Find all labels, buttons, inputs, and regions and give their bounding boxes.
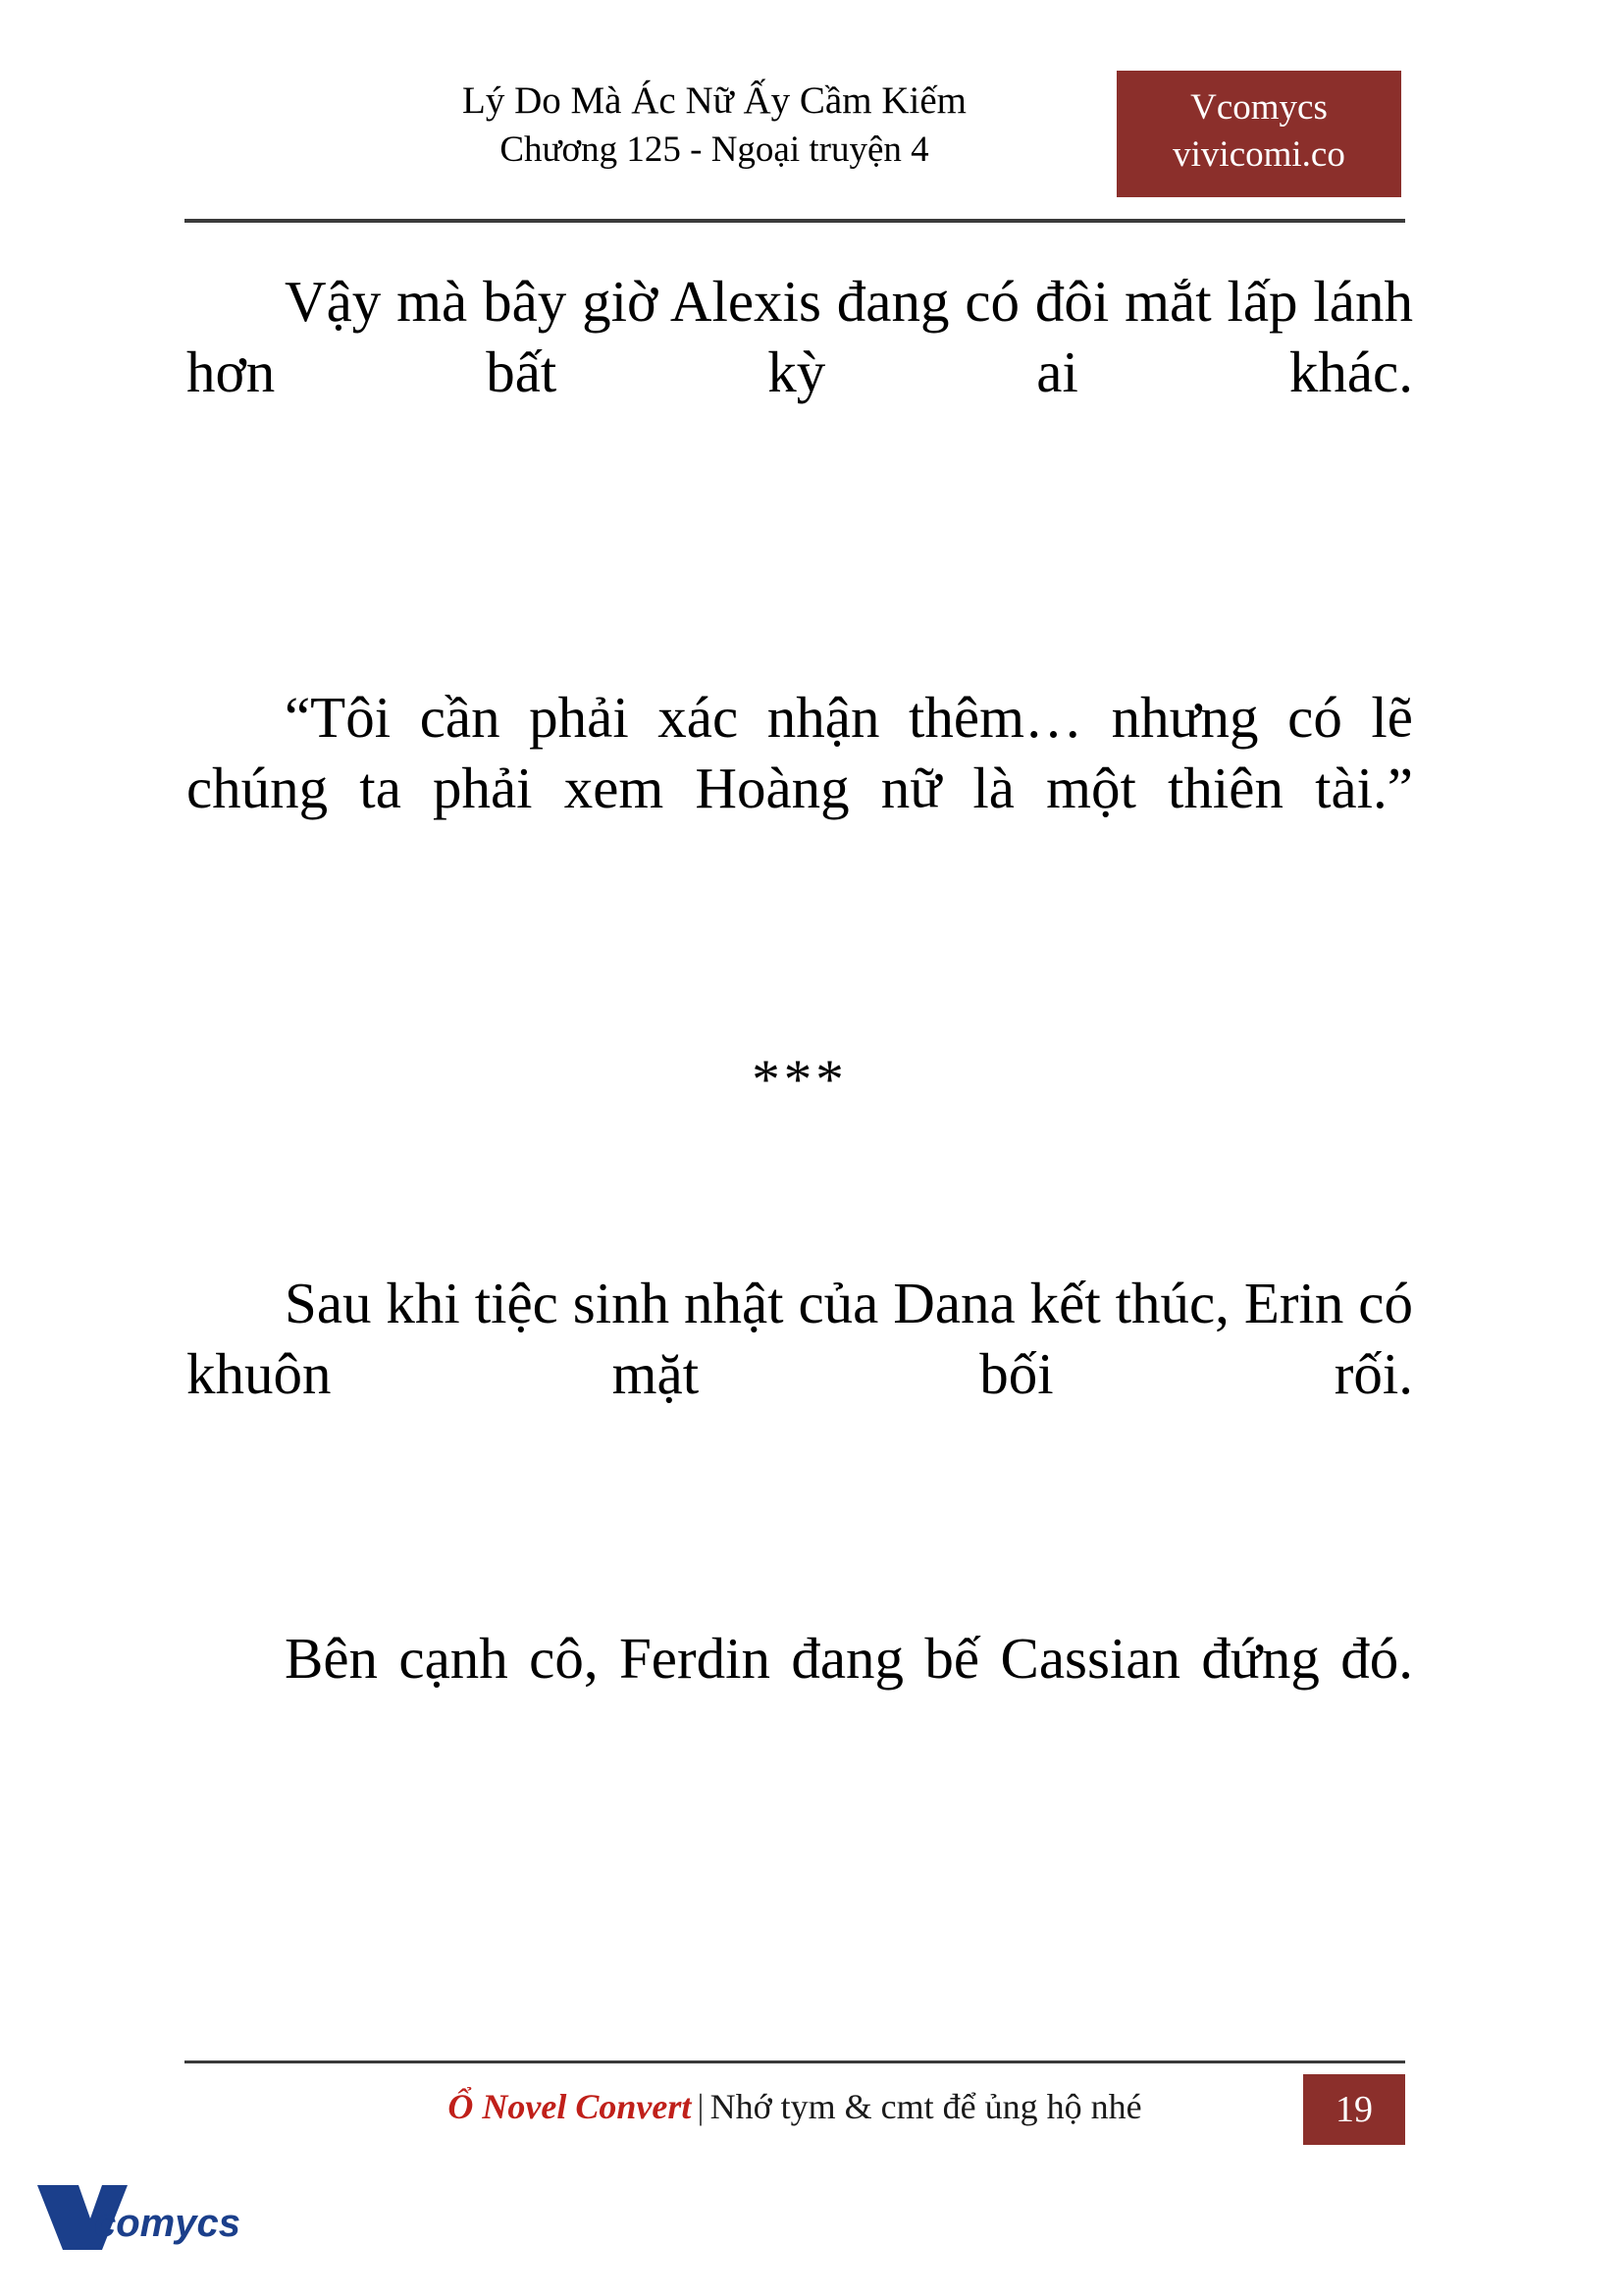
paragraph-spacer <box>186 479 1413 683</box>
footer-note-label: Nhớ tym & cmt để ủng hộ nhé <box>709 2087 1142 2126</box>
paragraph-spacer <box>186 1481 1413 1624</box>
header-title-line-1: Lý Do Mà Ác Nữ Ấy Cầm Kiếm <box>462 79 967 122</box>
footer-separator: | <box>697 2087 705 2126</box>
header-divider-rule <box>184 219 1405 223</box>
header-chapter-line: Chương 125 - Ngoại truyện 4 <box>499 129 929 170</box>
paragraph: Sau khi tiệc sinh nhật của Dana kết thúc, Erin có khuôn mặt bối rối. <box>186 1270 1413 1406</box>
paragraph: Vậy mà bây giờ Alexis đang có đôi mắt lấp lánh hơn bất kỳ ai khác. <box>186 269 1413 404</box>
page-footer <box>184 2078 1405 2149</box>
page-header <box>184 77 1401 222</box>
header-badge-brand: Vcomycs <box>1190 87 1328 128</box>
page-content <box>186 267 1413 1765</box>
header-site-badge <box>1117 71 1401 197</box>
footer-divider-rule <box>184 2060 1405 2063</box>
paragraph: Bên cạnh cô, Ferdin đang bế Cassian đứng đó. <box>285 1625 1413 1691</box>
paragraph-spacer <box>186 895 1413 1048</box>
header-badge-url: vivicomi.co <box>1173 134 1345 176</box>
vcomycs-logo-icon <box>33 2175 259 2260</box>
scene-divider: *** <box>752 1048 848 1111</box>
footer-credit <box>184 2086 1405 2127</box>
header-title <box>312 77 1117 174</box>
svg-text:comycs: comycs <box>94 2202 240 2245</box>
footer-brand-label: Ổ Novel Convert <box>447 2087 692 2126</box>
paragraph: “Tôi cần phải xác nhận thêm… nhưng có lẽ chúng ta phải xem Hoàng nữ là một thiên tài.” <box>186 684 1413 820</box>
page-number-badge: 19 <box>1303 2074 1405 2145</box>
paragraph-spacer <box>186 1112 1413 1269</box>
